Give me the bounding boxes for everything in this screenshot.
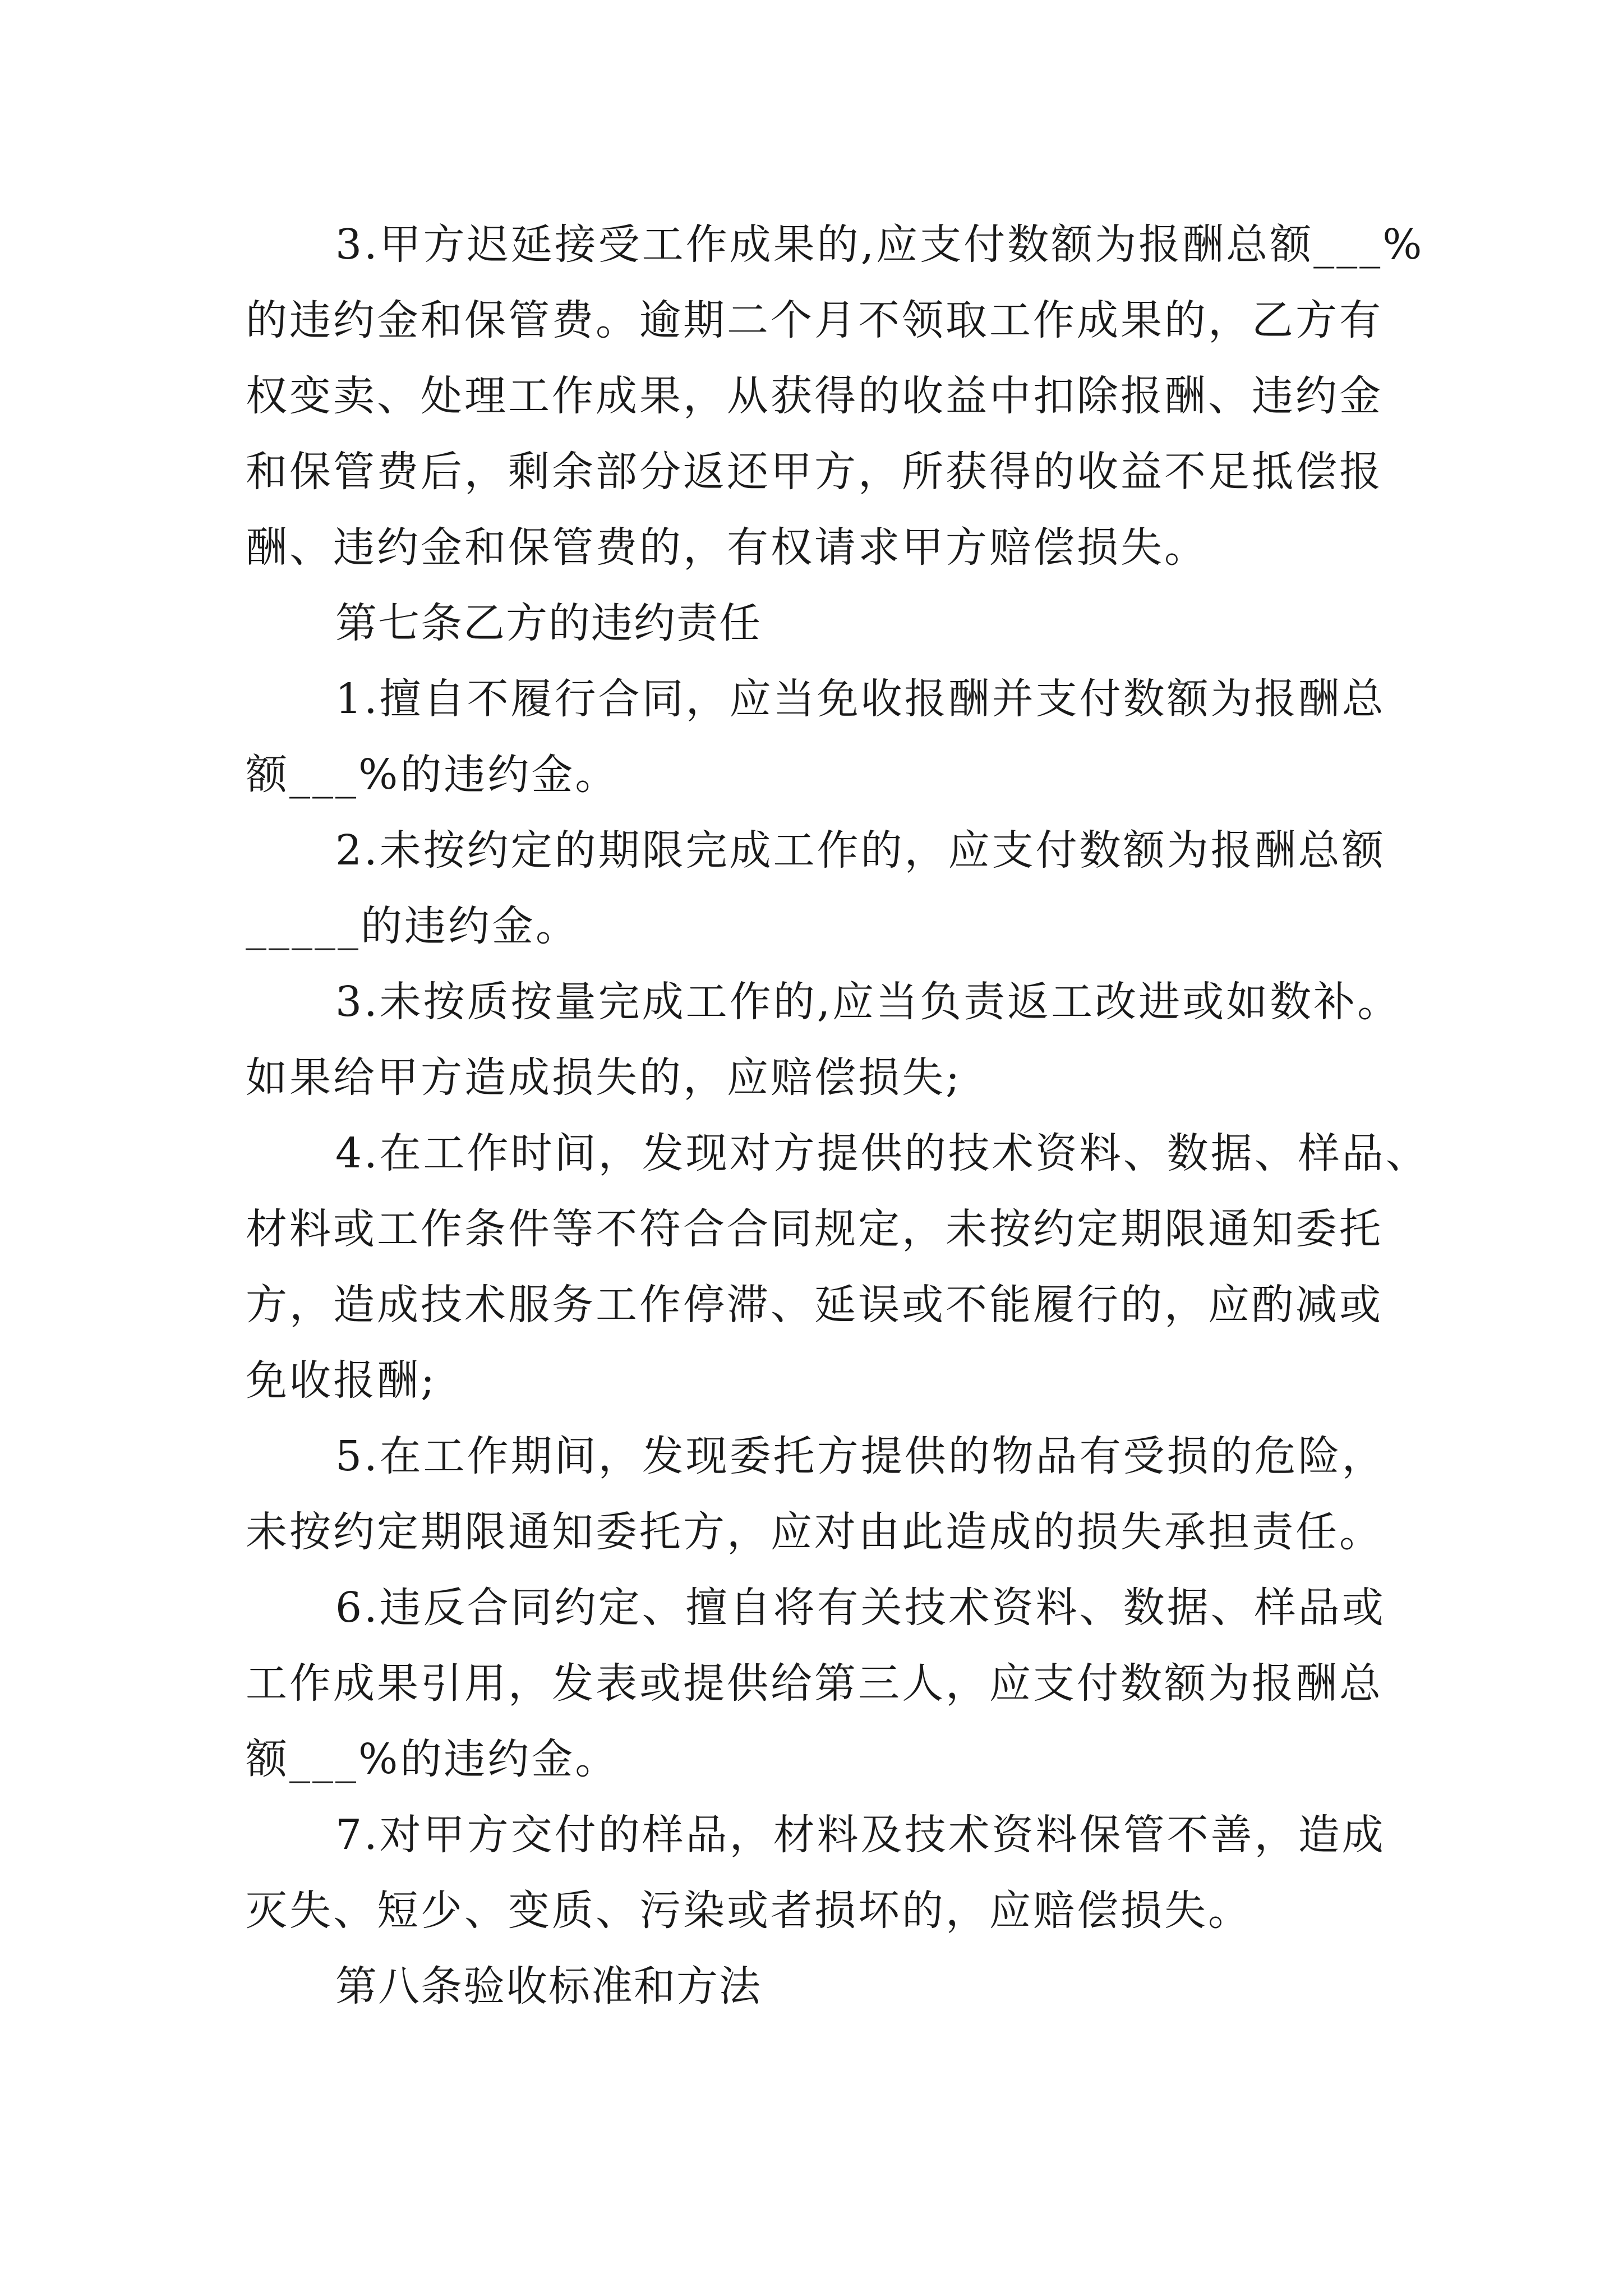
- paragraph-line: 灭失、短少、变质、污染或者损坏的，应赔偿损失。: [246, 1887, 1252, 1935]
- paragraph-line: _____的违约金。: [246, 902, 579, 950]
- paragraph-line: 额___%的违约金。: [246, 1735, 619, 1783]
- paragraph-line: 方，造成技术服务工作停滞、延误或不能履行的，应酌减或: [246, 1281, 1383, 1329]
- paragraph-line: 如果给甲方造成损失的，应赔偿损失;: [246, 1053, 962, 1102]
- paragraph-line: 和保管费后，剩余部分返还甲方，所获得的收益不足抵偿报: [246, 448, 1383, 496]
- section-heading: 第七条乙方的违约责任: [335, 599, 762, 647]
- paragraph-line: 工作成果引用，发表或提供给第三人，应支付数额为报酬总: [246, 1659, 1383, 1708]
- paragraph-line: 材料或工作条件等不符合合同规定，未按约定期限通知委托: [246, 1205, 1383, 1253]
- paragraph-line: 3.甲方迟延接受工作成果的,应支付数额为报酬总额___%: [335, 220, 1424, 269]
- paragraph-line: 2.未按约定的期限完成工作的，应支付数额为报酬总额: [335, 826, 1386, 875]
- paragraph-line: 权变卖、处理工作成果，从获得的收益中扣除报酬、违约金: [246, 372, 1383, 420]
- paragraph-line: 6.违反合同约定、擅自将有关技术资料、数据、样品或: [335, 1584, 1386, 1632]
- paragraph-line: 未按约定期限通知委托方，应对由此造成的损失承担责任。: [246, 1508, 1383, 1556]
- paragraph-line: 5.在工作期间，发现委托方提供的物品有受损的危险，: [335, 1432, 1386, 1480]
- paragraph-line: 额___%的违约金。: [246, 751, 619, 799]
- paragraph-line: 酬、违约金和保管费的，有权请求甲方赔偿损失。: [246, 523, 1208, 572]
- paragraph-line: 3.未按质按量完成工作的,应当负责返工改进或如数补。: [335, 978, 1401, 1026]
- paragraph-line: 4.在工作时间，发现对方提供的技术资料、数据、样品、: [335, 1129, 1430, 1177]
- paragraph-line: 的违约金和保管费。逾期二个月不领取工作成果的，乙方有: [246, 296, 1383, 344]
- paragraph-line: 1.擅自不履行合同，应当免收报酬并支付数额为报酬总: [335, 675, 1386, 723]
- section-heading: 第八条验收标准和方法: [335, 1962, 762, 2010]
- paragraph-line: 免收报酬;: [246, 1356, 437, 1405]
- paragraph-line: 7.对甲方交付的样品，材料及技术资料保管不善，造成: [335, 1811, 1386, 1859]
